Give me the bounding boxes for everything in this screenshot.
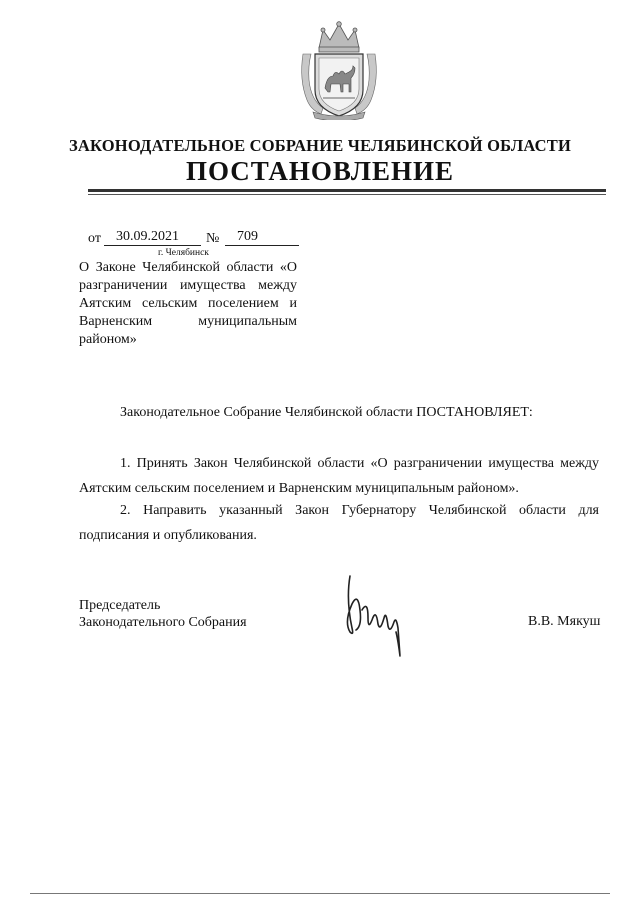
date-label: от (88, 231, 101, 246)
organization-title: ЗАКОНОДАТЕЛЬНОЕ СОБРАНИЕ ЧЕЛЯБИНСКОЙ ОБЛАСТИ (68, 136, 572, 155)
resolution-item-1: 1. Принять Закон Челябинской области «О разграничении имущества между Аятским сельским поселением и Варненским муниципальным районом». (79, 456, 599, 496)
date-underline (104, 245, 201, 246)
signatory-position-line1: Председатель (79, 598, 161, 613)
signatory-position-line2: Законодательного Собрания (79, 615, 247, 630)
document-number: 709 (237, 229, 258, 244)
document-date: 30.09.2021 (116, 229, 179, 244)
footer-divider (30, 893, 610, 894)
coat-of-arms-emblem (297, 20, 381, 120)
header-divider-thin (88, 194, 606, 195)
resolution-item-2: 2. Направить указанный Закон Губернатору Челябинской области для подписания и опубликования. (79, 503, 599, 543)
signatory-position (79, 597, 247, 631)
document-type-title: ПОСТАНОВЛЕНИЕ (185, 156, 455, 186)
number-label: № (206, 231, 220, 246)
handwritten-signature (338, 570, 418, 662)
resolution-intro: Законодательное Собрание Челябинской области ПОСТАНОВЛЯЕТ: (120, 405, 533, 420)
city-label: г. Челябинск (158, 248, 209, 258)
signatory-name: В.В. Мякуш (528, 614, 601, 629)
document-subject: О Законе Челябинской области «О разграничении имущества между Аятским сельским поселением и Варненским муниципальным районом» (79, 260, 297, 347)
header-divider-thick (88, 189, 606, 192)
number-underline (225, 245, 299, 246)
